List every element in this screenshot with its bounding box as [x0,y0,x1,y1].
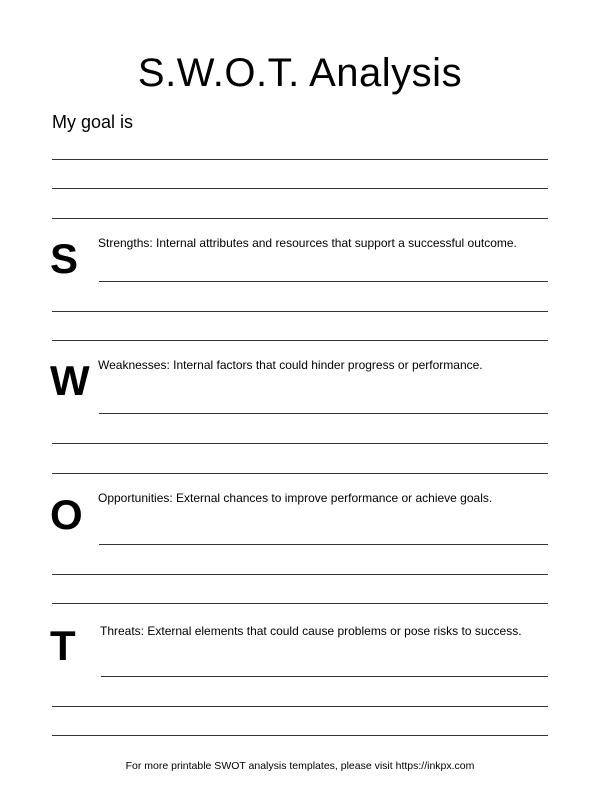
page-title: S.W.O.T. Analysis [137,51,463,95]
threats-letter: T [50,622,76,669]
strengths-line-2[interactable] [52,311,548,312]
strengths-line-3[interactable] [52,340,548,341]
threats-description: Threats: External elements that could cause problems or pose risks to success. [100,624,522,638]
goal-label: My goal is [52,112,134,132]
strengths-line-1[interactable] [99,281,548,282]
opportunities-letter: O [50,491,83,538]
threats-line-1[interactable] [101,676,548,677]
opportunities-line-3[interactable] [52,603,548,604]
opportunities-line-1[interactable] [99,544,548,545]
goal-line-1[interactable] [52,159,548,160]
weaknesses-line-2[interactable] [52,443,548,444]
footer-note: For more printable SWOT analysis templates, please visit https://inkpx.com [125,760,475,772]
goal-line-3[interactable] [52,218,548,219]
weaknesses-line-3[interactable] [52,473,548,474]
opportunities-description: Opportunities: External chances to improve performance or achieve goals. [98,491,493,505]
goal-line-2[interactable] [52,188,548,189]
weaknesses-letter: W [50,357,90,404]
strengths-description: Strengths: Internal attributes and resources that support a successful outcome. [98,236,517,250]
weaknesses-line-1[interactable] [99,413,548,414]
weaknesses-description: Weaknesses: Internal factors that could hinder progress or performance. [98,358,483,372]
opportunities-line-2[interactable] [52,574,548,575]
threats-line-3[interactable] [52,735,548,736]
threats-line-2[interactable] [52,706,548,707]
strengths-letter: S [50,235,79,282]
